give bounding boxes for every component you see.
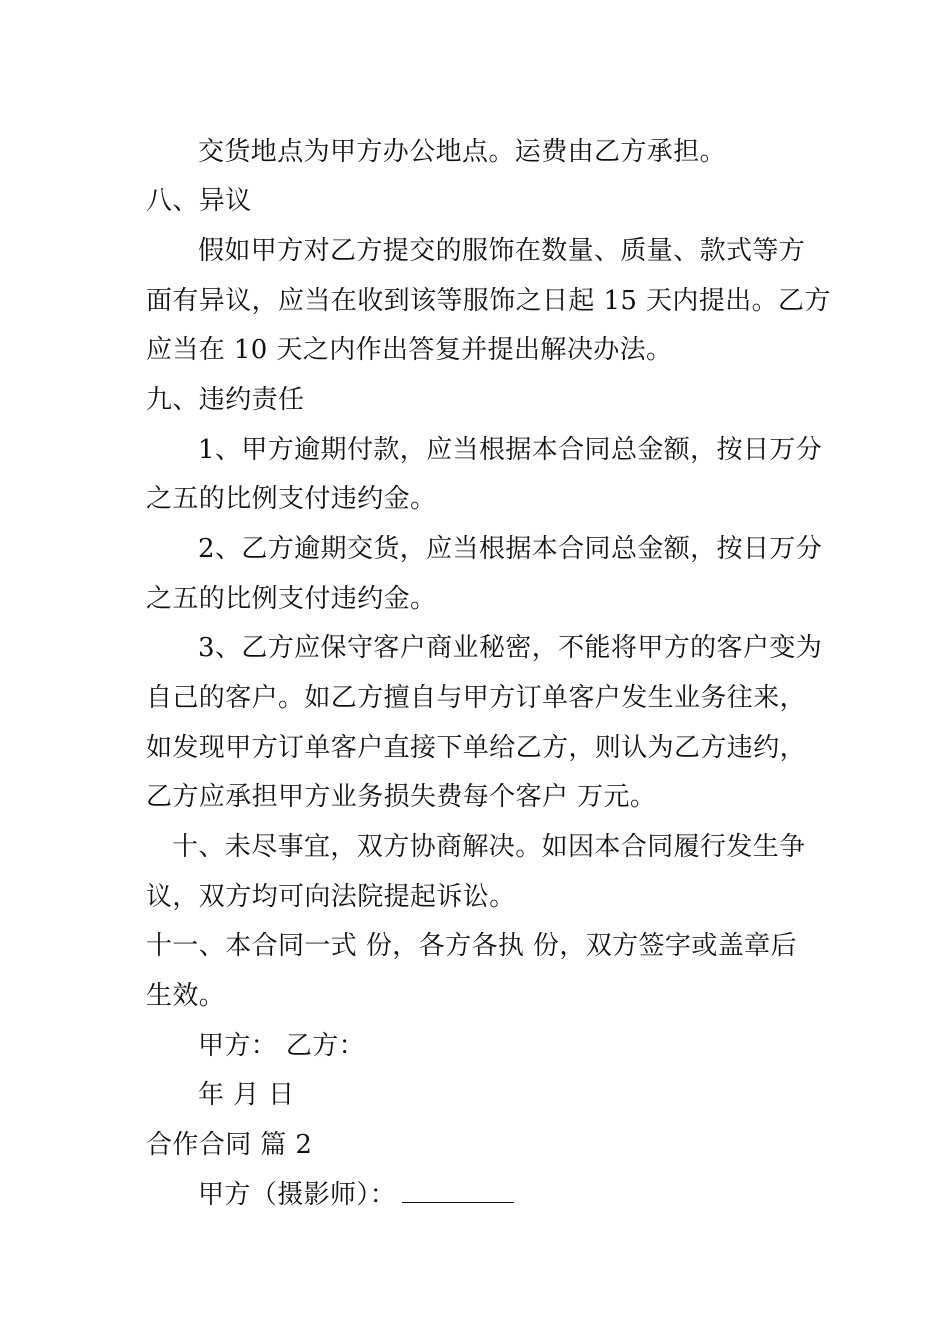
paragraph-objection-line: 假如甲方对乙方提交的服饰在数量、质量、款式等方 xyxy=(198,236,806,266)
contract-title-part-2: 合作合同 篇 2 xyxy=(146,1130,313,1160)
paragraph-objection-line: 面有异议，应当在收到该等服饰之日起 15 天内提出。乙方 xyxy=(146,286,831,316)
party-a-blank-line xyxy=(402,1180,514,1203)
party-a-photographer-label: 甲方（摄影师）： xyxy=(198,1180,397,1210)
section-heading-objection: 八、异议 xyxy=(146,186,252,216)
section-eleven-line: 十一、本合同一式 份，各方各执 份，双方签字或盖章后 xyxy=(146,931,797,961)
signature-parties: 甲方： 乙方： xyxy=(198,1031,366,1061)
section-ten-line: 议，双方均可向法院提起诉讼。 xyxy=(146,882,516,912)
signature-date: 年 月 日 xyxy=(198,1080,295,1110)
clause-3-line: 自己的客户。如乙方擅自与甲方订单客户发生业务往来， xyxy=(146,683,807,713)
clause-3-line: 3、乙方应保守客户商业秘密，不能将甲方的客户变为 xyxy=(198,633,823,663)
paragraph-objection-line: 应当在 10 天之内作出答复并提出解决办法。 xyxy=(146,335,673,365)
clause-2-line: 之五的比例支付违约金。 xyxy=(146,584,437,614)
section-eleven-line: 生效。 xyxy=(146,981,226,1011)
clause-1-line: 1、甲方逾期付款，应当根据本合同总金额，按日万分 xyxy=(198,435,823,465)
section-heading-liability: 九、违约责任 xyxy=(146,385,305,415)
party-a-photographer-row xyxy=(198,1178,806,1212)
clause-3-line: 乙方应承担甲方业务损失费每个客户 万元。 xyxy=(146,782,657,812)
clause-2-line: 2、乙方逾期交货，应当根据本合同总金额，按日万分 xyxy=(198,534,823,564)
clause-1-line: 之五的比例支付违约金。 xyxy=(146,484,437,514)
section-ten-line: 十、未尽事宜，双方协商解决。如因本合同履行发生争 xyxy=(172,832,806,862)
clause-3-line: 如发现甲方订单客户直接下单给乙方，则认为乙方违约， xyxy=(146,733,807,763)
paragraph-delivery: 交货地点为甲方办公地点。运费由乙方承担。 xyxy=(198,137,727,167)
